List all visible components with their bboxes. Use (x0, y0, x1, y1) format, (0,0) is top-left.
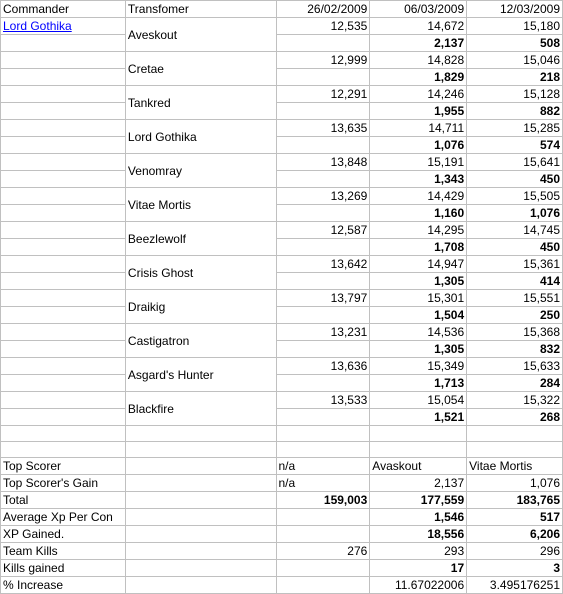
gain-date-1[interactable] (276, 307, 370, 324)
transformer-name[interactable]: Vitae Mortis (125, 188, 276, 222)
gain-date-1[interactable] (276, 137, 370, 154)
gain-date-3[interactable]: 574 (467, 137, 563, 154)
commander-cell[interactable] (1, 188, 126, 205)
gain-date-3[interactable]: 250 (467, 307, 563, 324)
value-row (1, 18, 563, 35)
summary-col-3[interactable]: 11.67022006 (370, 577, 467, 594)
summary-label[interactable]: Total (1, 492, 126, 509)
gain-date-1[interactable] (276, 171, 370, 188)
summary-col-4[interactable]: 1,076 (467, 475, 563, 492)
commander-cell[interactable] (1, 273, 126, 290)
commander-cell[interactable] (1, 69, 126, 86)
summary-col-4[interactable]: 517 (467, 509, 563, 526)
gain-date-2[interactable]: 1,829 (370, 69, 467, 86)
gain-date-2[interactable]: 1,343 (370, 171, 467, 188)
xp-date-2[interactable]: 14,711 (370, 120, 467, 137)
blank-row (1, 426, 563, 442)
gain-row (1, 69, 563, 86)
summary-col-2[interactable]: n/a (276, 475, 370, 492)
value-row (1, 256, 563, 273)
gain-date-1[interactable] (276, 35, 370, 52)
spreadsheet-body (1, 1, 563, 594)
gain-date-2[interactable]: 2,137 (370, 35, 467, 52)
gain-date-3[interactable]: 450 (467, 239, 563, 256)
xp-date-2[interactable]: 15,191 (370, 154, 467, 171)
header-transformer[interactable]: Transfomer (125, 1, 276, 18)
transformer-name[interactable]: Aveskout (125, 18, 276, 52)
transformer-name[interactable]: Tankred (125, 86, 276, 120)
summary-col-4[interactable]: 3.495176251 (467, 577, 563, 594)
empty-cell[interactable] (1, 442, 126, 458)
gain-date-1[interactable] (276, 205, 370, 222)
xp-date-1[interactable]: 12,999 (276, 52, 370, 69)
value-row (1, 86, 563, 103)
xp-date-2[interactable]: 14,828 (370, 52, 467, 69)
gain-row (1, 409, 563, 426)
gain-date-1[interactable] (276, 239, 370, 256)
gain-date-1[interactable] (276, 69, 370, 86)
summary-col-3[interactable]: 2,137 (370, 475, 467, 492)
summary-label[interactable]: Top Scorer's Gain (1, 475, 126, 492)
xp-date-1[interactable]: 13,269 (276, 188, 370, 205)
summary-col-2[interactable]: 276 (276, 543, 370, 560)
summary-col-2[interactable]: n/a (276, 458, 370, 475)
gain-date-2[interactable]: 1,504 (370, 307, 467, 324)
commander-cell[interactable] (1, 35, 126, 52)
value-row (1, 52, 563, 69)
gain-row (1, 103, 563, 120)
xp-date-3[interactable]: 15,322 (467, 392, 563, 409)
summary-row (1, 577, 563, 594)
xp-date-2[interactable]: 15,054 (370, 392, 467, 409)
summary-col-1[interactable] (125, 458, 276, 475)
xp-date-1[interactable]: 12,291 (276, 86, 370, 103)
summary-col-1[interactable] (125, 577, 276, 594)
summary-col-1[interactable] (125, 560, 276, 577)
summary-row (1, 543, 563, 560)
gain-row (1, 273, 563, 290)
gain-row (1, 307, 563, 324)
summary-col-2[interactable] (276, 560, 370, 577)
gain-date-3[interactable]: 450 (467, 171, 563, 188)
transformer-name[interactable]: Draikig (125, 290, 276, 324)
commander-cell[interactable] (1, 341, 126, 358)
xp-date-1[interactable]: 12,535 (276, 18, 370, 35)
xp-date-1[interactable]: 13,231 (276, 324, 370, 341)
commander-cell[interactable] (1, 409, 126, 426)
commander-cell[interactable] (1, 137, 126, 154)
value-row (1, 290, 563, 307)
summary-col-3[interactable]: Avaskout (370, 458, 467, 475)
summary-col-3[interactable]: 18,556 (370, 526, 467, 543)
commander-cell[interactable] (1, 86, 126, 103)
xp-date-3[interactable]: 15,368 (467, 324, 563, 341)
summary-col-3[interactable]: 293 (370, 543, 467, 560)
gain-date-1[interactable] (276, 375, 370, 392)
gain-date-3[interactable]: 1,076 (467, 205, 563, 222)
xp-date-3[interactable]: 15,551 (467, 290, 563, 307)
gain-date-1[interactable] (276, 341, 370, 358)
xp-date-2[interactable]: 14,246 (370, 86, 467, 103)
summary-row (1, 492, 563, 509)
commander-cell[interactable] (1, 222, 126, 239)
summary-col-1[interactable] (125, 475, 276, 492)
summary-label[interactable]: XP Gained. (1, 526, 126, 543)
gain-date-3[interactable]: 218 (467, 69, 563, 86)
gain-row (1, 35, 563, 52)
summary-label[interactable]: Top Scorer (1, 458, 126, 475)
commander-cell[interactable] (1, 120, 126, 137)
gain-date-2[interactable]: 1,076 (370, 137, 467, 154)
xp-date-3[interactable]: 15,361 (467, 256, 563, 273)
gain-date-1[interactable] (276, 273, 370, 290)
gain-date-3[interactable]: 832 (467, 341, 563, 358)
gain-date-3[interactable]: 268 (467, 409, 563, 426)
xp-date-3[interactable]: 15,046 (467, 52, 563, 69)
transformer-name[interactable]: Venomray (125, 154, 276, 188)
gain-row (1, 239, 563, 256)
xp-date-1[interactable]: 13,642 (276, 256, 370, 273)
transformer-name[interactable]: Lord Gothika (125, 120, 276, 154)
commander-cell[interactable] (1, 205, 126, 222)
commander-cell[interactable] (1, 52, 126, 69)
empty-cell[interactable] (370, 442, 467, 458)
empty-cell[interactable] (125, 442, 276, 458)
gain-date-2[interactable]: 1,305 (370, 273, 467, 290)
summary-row (1, 509, 563, 526)
header-date-2[interactable]: 06/03/2009 (370, 1, 467, 18)
value-row (1, 188, 563, 205)
empty-cell[interactable] (276, 442, 370, 458)
value-row (1, 222, 563, 239)
xp-date-3[interactable]: 15,641 (467, 154, 563, 171)
commander-cell[interactable] (1, 375, 126, 392)
summary-col-2[interactable]: 159,003 (276, 492, 370, 509)
gain-row (1, 171, 563, 188)
xp-date-2[interactable]: 14,295 (370, 222, 467, 239)
commander-cell[interactable] (1, 256, 126, 273)
summary-col-2[interactable] (276, 509, 370, 526)
xp-date-2[interactable]: 14,947 (370, 256, 467, 273)
gain-date-3[interactable]: 414 (467, 273, 563, 290)
summary-label[interactable]: Average Xp Per Con (1, 509, 126, 526)
summary-col-4[interactable]: 183,765 (467, 492, 563, 509)
summary-col-4[interactable]: Vitae Mortis (467, 458, 563, 475)
xp-date-1[interactable]: 13,797 (276, 290, 370, 307)
gain-date-3[interactable]: 508 (467, 35, 563, 52)
transformer-name[interactable]: Asgard's Hunter (125, 358, 276, 392)
commander-cell[interactable] (1, 358, 126, 375)
gain-date-2[interactable]: 1,708 (370, 239, 467, 256)
xp-date-2[interactable]: 14,536 (370, 324, 467, 341)
empty-cell[interactable] (467, 442, 563, 458)
transformer-name[interactable]: Crisis Ghost (125, 256, 276, 290)
summary-col-3[interactable]: 1,546 (370, 509, 467, 526)
commander-cell[interactable] (1, 392, 126, 409)
commander-cell[interactable] (1, 103, 126, 120)
xp-date-1[interactable]: 13,848 (276, 154, 370, 171)
empty-cell[interactable] (1, 426, 126, 442)
summary-col-1[interactable] (125, 526, 276, 543)
xp-date-3[interactable]: 15,285 (467, 120, 563, 137)
xp-date-3[interactable]: 15,505 (467, 188, 563, 205)
gain-date-2[interactable]: 1,305 (370, 341, 467, 358)
xp-date-3[interactable]: 15,128 (467, 86, 563, 103)
gain-date-1[interactable] (276, 103, 370, 120)
summary-row (1, 458, 563, 475)
summary-row (1, 526, 563, 543)
xp-date-2[interactable]: 15,349 (370, 358, 467, 375)
empty-cell[interactable] (370, 426, 467, 442)
commander-cell[interactable] (1, 307, 126, 324)
gain-date-2[interactable]: 1,521 (370, 409, 467, 426)
gain-row (1, 375, 563, 392)
summary-col-1[interactable] (125, 543, 276, 560)
commander-cell[interactable] (1, 290, 126, 307)
commander-cell[interactable] (1, 239, 126, 256)
commander-link[interactable]: Lord Gothika (1, 18, 126, 35)
blank-row (1, 442, 563, 458)
value-row (1, 392, 563, 409)
summary-label[interactable]: Kills gained (1, 560, 126, 577)
commander-cell[interactable] (1, 154, 126, 171)
gain-date-2[interactable]: 1,160 (370, 205, 467, 222)
xp-date-2[interactable]: 14,429 (370, 188, 467, 205)
header-commander[interactable]: Commander (1, 1, 126, 18)
gain-row (1, 341, 563, 358)
gain-row (1, 205, 563, 222)
summary-col-1[interactable] (125, 492, 276, 509)
commander-cell[interactable] (1, 324, 126, 341)
value-row (1, 358, 563, 375)
transformer-name[interactable]: Cretae (125, 52, 276, 86)
gain-date-2[interactable]: 1,955 (370, 103, 467, 120)
value-row (1, 324, 563, 341)
empty-cell[interactable] (467, 426, 563, 442)
xp-date-3[interactable]: 15,633 (467, 358, 563, 375)
summary-col-3[interactable]: 17 (370, 560, 467, 577)
commander-cell[interactable] (1, 171, 126, 188)
empty-cell[interactable] (276, 426, 370, 442)
value-row (1, 154, 563, 171)
value-row (1, 120, 563, 137)
xp-date-1[interactable]: 13,636 (276, 358, 370, 375)
xp-date-2[interactable]: 14,672 (370, 18, 467, 35)
header-date-3[interactable]: 12/03/2009 (467, 1, 563, 18)
summary-col-4[interactable]: 6,206 (467, 526, 563, 543)
summary-label[interactable]: % Increase (1, 577, 126, 594)
summary-row (1, 560, 563, 577)
transformer-name[interactable]: Blackfire (125, 392, 276, 426)
xp-date-3[interactable]: 15,180 (467, 18, 563, 35)
summary-col-3[interactable]: 177,559 (370, 492, 467, 509)
gain-date-1[interactable] (276, 409, 370, 426)
summary-col-2[interactable] (276, 577, 370, 594)
xp-date-2[interactable]: 15,301 (370, 290, 467, 307)
xp-date-1[interactable]: 13,635 (276, 120, 370, 137)
transformer-name[interactable]: Castigatron (125, 324, 276, 358)
gain-date-2[interactable]: 1,713 (370, 375, 467, 392)
header-row (1, 1, 563, 18)
xp-date-3[interactable]: 14,745 (467, 222, 563, 239)
summary-col-2[interactable] (276, 526, 370, 543)
gain-date-3[interactable]: 284 (467, 375, 563, 392)
summary-col-1[interactable] (125, 509, 276, 526)
summary-col-4[interactable]: 3 (467, 560, 563, 577)
empty-cell[interactable] (125, 426, 276, 442)
gain-date-3[interactable]: 882 (467, 103, 563, 120)
xp-date-1[interactable]: 12,587 (276, 222, 370, 239)
summary-label[interactable]: Team Kills (1, 543, 126, 560)
gain-row (1, 137, 563, 154)
transformer-name[interactable]: Beezlewolf (125, 222, 276, 256)
header-date-1[interactable]: 26/02/2009 (276, 1, 370, 18)
xp-date-1[interactable]: 13,533 (276, 392, 370, 409)
summary-col-4[interactable]: 296 (467, 543, 563, 560)
summary-row (1, 475, 563, 492)
